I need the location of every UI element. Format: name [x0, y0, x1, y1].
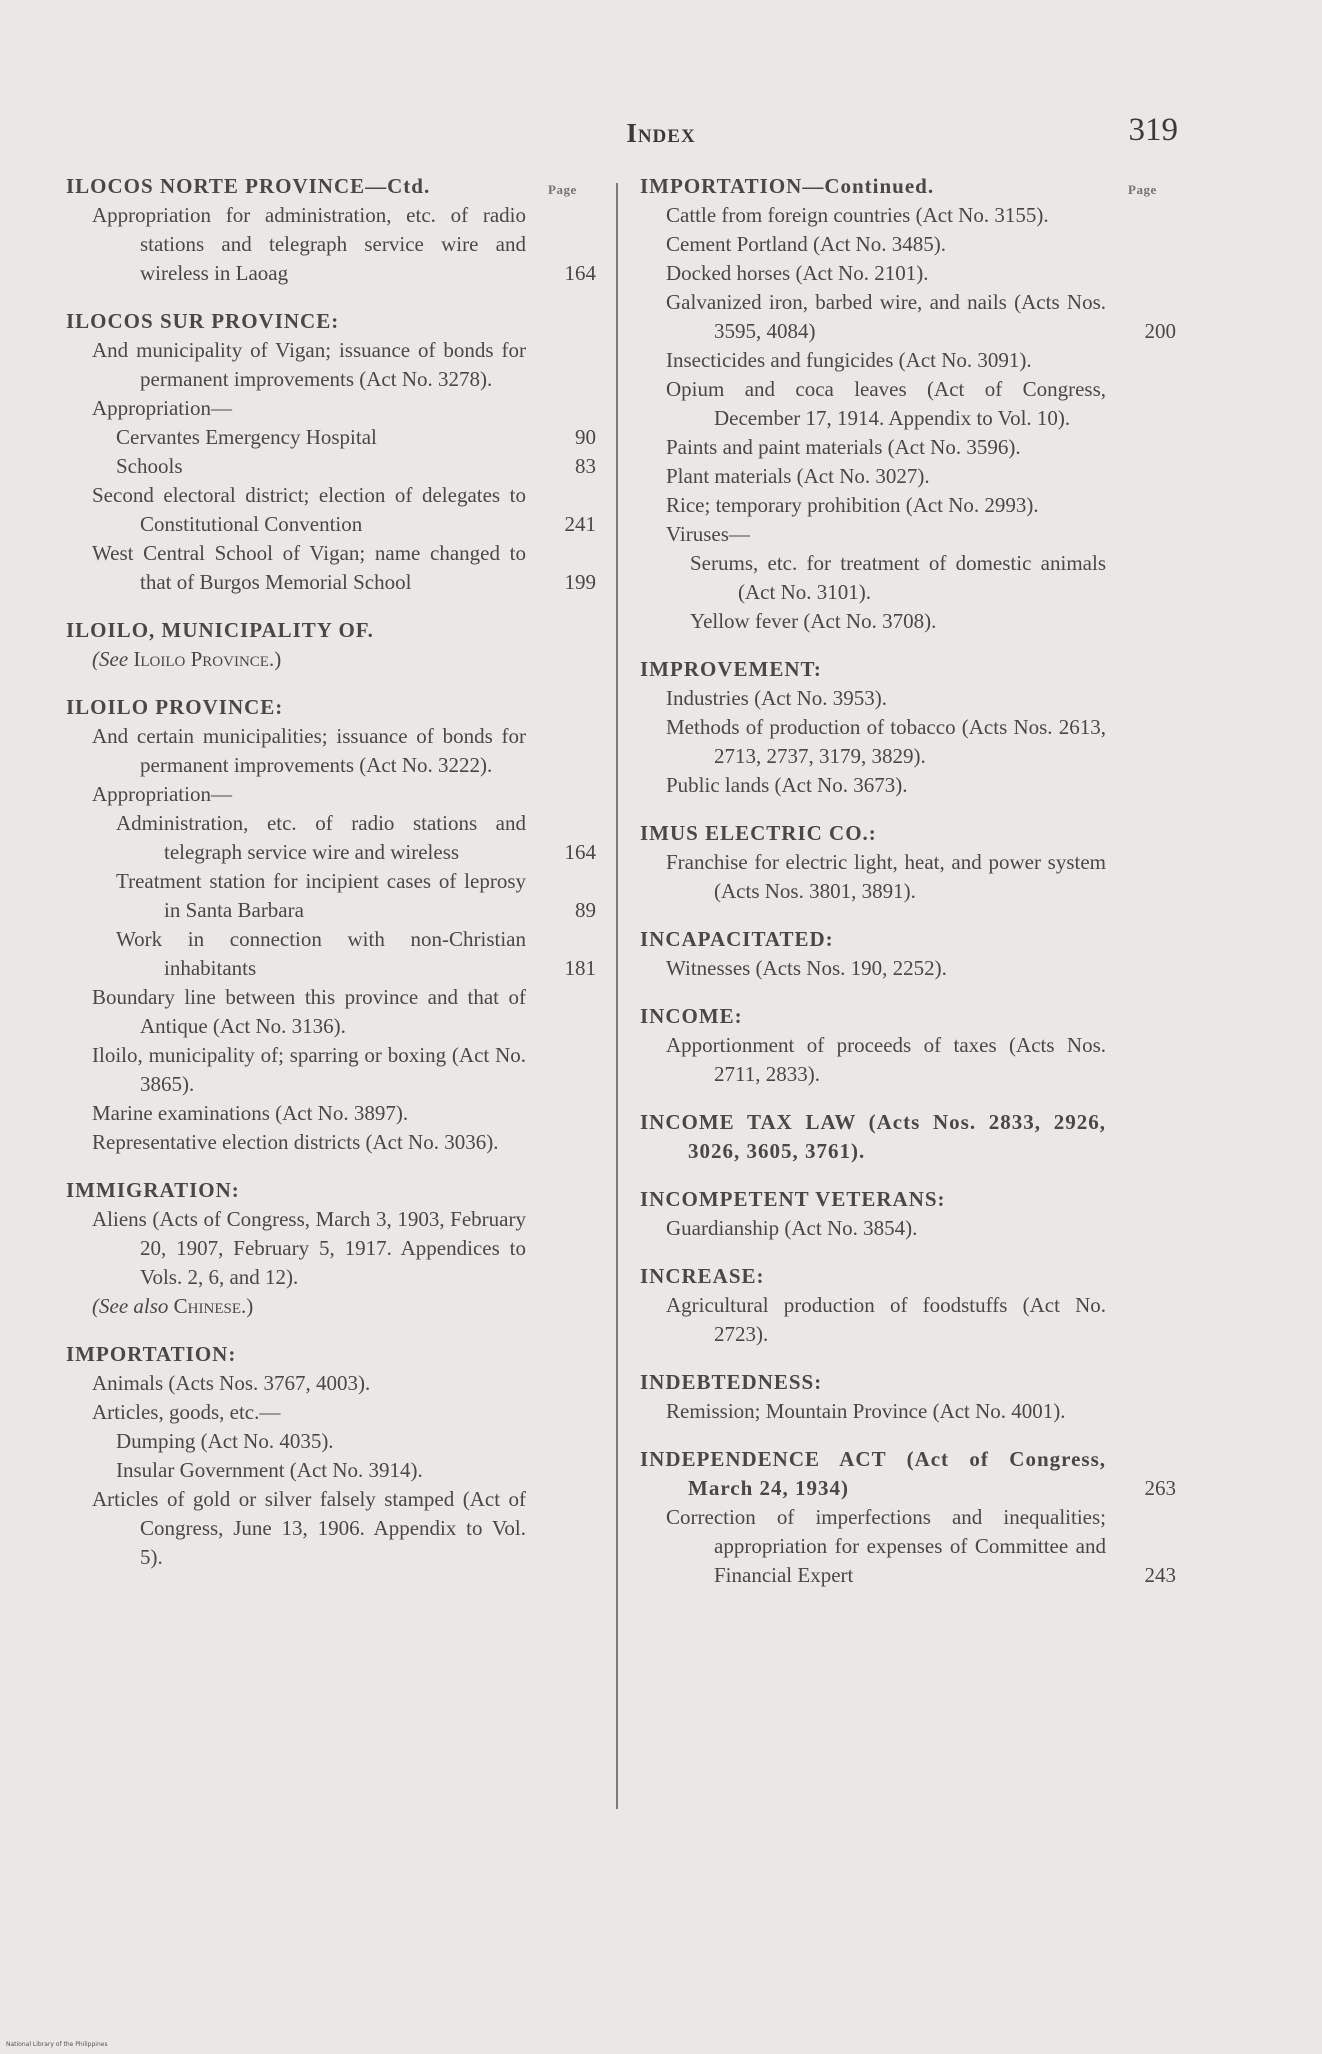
- entry-text: Industries (Act No. 3953).: [666, 686, 888, 710]
- index-entry: [66, 1205, 596, 1292]
- index-entry: [640, 288, 1176, 346]
- entry-page-number: 263: [1144, 1476, 1176, 1500]
- index-heading: [66, 307, 596, 336]
- entry-page-number: 199: [564, 570, 596, 594]
- cross-reference: [66, 1292, 596, 1321]
- index-entry: [66, 1456, 596, 1485]
- index-entry: [640, 1397, 1176, 1426]
- entry-text: Insular Government (Act No. 3914).: [116, 1458, 423, 1482]
- entry-page-number: 90: [575, 425, 596, 449]
- entry-text: IMUS ELECTRIC CO.:: [640, 821, 877, 845]
- entry-text: Witnesses (Acts Nos. 190, 2252).: [666, 956, 947, 980]
- entry-text: IMPROVEMENT:: [640, 657, 822, 681]
- entry-page-number: 164: [564, 840, 596, 864]
- entry-text: And certain municipalities; issuance of bonds for permanent improvements (Act No. 3222).: [92, 724, 526, 777]
- entry-text: ILOCOS NORTE PROVINCE—Ctd.: [66, 174, 431, 198]
- index-entry: [640, 520, 1176, 549]
- index-heading: [640, 925, 1176, 954]
- index-entry: [640, 607, 1176, 636]
- page-column-label-left: Page: [548, 182, 577, 197]
- index-entry: [640, 375, 1176, 433]
- index-heading: [66, 1340, 596, 1369]
- cross-reference: [66, 645, 596, 674]
- entry-page-number: 200: [1144, 319, 1176, 343]
- entry-text: INDEBTEDNESS:: [640, 1370, 823, 1394]
- entry-text: And municipality of Vigan; issuance of bonds for permanent improvements (Act No. 3278).: [92, 338, 526, 391]
- entry-text: Work in connection with non-Christian inhabitants: [116, 927, 526, 980]
- index-entry: [66, 1099, 596, 1128]
- index-heading: [640, 655, 1176, 684]
- index-heading: [640, 1185, 1176, 1214]
- entry-text: INCREASE:: [640, 1264, 765, 1288]
- index-entry: [66, 983, 596, 1041]
- index-entry: [66, 336, 596, 394]
- index-entry: [66, 1369, 596, 1398]
- entry-text: Appropriation—: [92, 396, 232, 420]
- entry-text: Treatment station for incipient cases of leprosy in Santa Barbara: [116, 869, 526, 922]
- entry-text: Appropriation—: [92, 782, 232, 806]
- index-entry: [66, 1427, 596, 1456]
- entry-text: Correction of imperfections and inequalities; appropriation for expenses of Committee and Financial Expert: [666, 1505, 1106, 1587]
- entry-text: Galvanized iron, barbed wire, and nails (Acts Nos. 3595, 4084): [666, 290, 1106, 343]
- entry-text: ILOILO, MUNICIPALITY OF.: [66, 618, 374, 642]
- index-column-right: [640, 172, 1176, 1590]
- entry-text: Remission; Mountain Province (Act No. 4001).: [666, 1399, 1066, 1423]
- entry-text: INCOME:: [640, 1004, 743, 1028]
- entry-text: Apportionment of proceeds of taxes (Acts Nos. 2711, 2833).: [666, 1033, 1106, 1086]
- index-heading: [66, 616, 596, 645]
- entry-text: Schools: [116, 454, 183, 478]
- index-entry: [640, 954, 1176, 983]
- entry-text: Cement Portland (Act No. 3485).: [666, 232, 946, 256]
- entry-text: Agricultural production of foodstuffs (Act No. 2723).: [666, 1293, 1106, 1346]
- entry-text: IMPORTATION—Continued.: [640, 174, 935, 198]
- entry-text: Franchise for electric light, heat, and power system (Acts Nos. 3801, 3891).: [666, 850, 1106, 903]
- entry-page-number: 243: [1144, 1563, 1176, 1587]
- entry-text: INDEPENDENCE ACT (Act of Congress, March 24, 1934): [640, 1447, 1106, 1500]
- entry-text: Administration, etc. of radio stations and telegraph service wire and wireless: [116, 811, 526, 864]
- entry-text: Viruses—: [666, 522, 750, 546]
- index-entry: [640, 1503, 1176, 1590]
- entry-page-number: 89: [575, 898, 596, 922]
- entry-text: Methods of production of tobacco (Acts Nos. 2613, 2713, 2737, 3179, 3829).: [666, 715, 1106, 768]
- index-heading: [66, 1176, 596, 1205]
- entry-text: INCOMPETENT VETERANS:: [640, 1187, 946, 1211]
- entry-text: Representative election districts (Act No. 3036).: [92, 1130, 499, 1154]
- entry-text: Articles, goods, etc.—: [92, 1400, 281, 1424]
- entry-text: Insecticides and fungicides (Act No. 3091).: [666, 348, 1032, 372]
- index-entry: [66, 423, 596, 452]
- index-column-left: [66, 172, 596, 1572]
- entry-text: Paints and paint materials (Act No. 3596).: [666, 435, 1021, 459]
- entry-text: Marine examinations (Act No. 3897).: [92, 1101, 409, 1125]
- entry-text: Cattle from foreign countries (Act No. 3155).: [666, 203, 1049, 227]
- index-entry: [66, 1398, 596, 1427]
- index-entry: [640, 346, 1176, 375]
- index-entry: [66, 394, 596, 423]
- index-entry: [640, 1031, 1176, 1089]
- index-heading: [66, 693, 596, 722]
- index-entry: [640, 684, 1176, 713]
- cross-reference-target: Chinese.): [173, 1294, 254, 1318]
- index-entry: [66, 201, 596, 288]
- entry-text: Plant materials (Act No. 3027).: [666, 464, 930, 488]
- index-entry: [640, 491, 1176, 520]
- index-entry: [640, 433, 1176, 462]
- entry-text: Second electoral district; election of delegates to Constitutional Convention: [92, 483, 526, 536]
- index-entry: [66, 1485, 596, 1572]
- entry-text: Opium and coca leaves (Act of Congress, December 17, 1914. Appendix to Vol. 10).: [666, 377, 1106, 430]
- index-entry: [640, 230, 1176, 259]
- entry-text: Guardianship (Act No. 3854).: [666, 1216, 918, 1240]
- entry-text: Animals (Acts Nos. 3767, 4003).: [92, 1371, 371, 1395]
- index-entry: [66, 722, 596, 780]
- entry-page-number: 83: [575, 454, 596, 478]
- index-entry: [640, 1214, 1176, 1243]
- index-entry: [640, 771, 1176, 800]
- index-entry: [66, 809, 596, 867]
- index-heading: [640, 1002, 1176, 1031]
- page-number: 319: [1128, 112, 1178, 148]
- entry-text: ILOCOS SUR PROVINCE:: [66, 309, 340, 333]
- index-heading: [66, 172, 596, 201]
- index-entry: [640, 201, 1176, 230]
- index-entry: [66, 925, 596, 983]
- index-entry: [640, 462, 1176, 491]
- index-entry: [640, 259, 1176, 288]
- index-heading: [640, 1108, 1176, 1166]
- entry-text: Public lands (Act No. 3673).: [666, 773, 908, 797]
- entry-page-number: 164: [564, 261, 596, 285]
- index-heading: [640, 172, 1176, 201]
- entry-text: Boundary line between this province and that of Antique (Act No. 3136).: [92, 985, 526, 1038]
- entry-text: ILOILO PROVINCE:: [66, 695, 284, 719]
- page-header-title: Index: [626, 118, 696, 148]
- entry-text: INCOME TAX LAW (Acts Nos. 2833, 2926, 3026, 3605, 3761).: [640, 1110, 1106, 1163]
- entry-text: (See also Chinese.): [92, 1294, 254, 1318]
- entry-page-number: 241: [564, 512, 596, 536]
- index-entry: [640, 1291, 1176, 1349]
- entry-page-number: 181: [564, 956, 596, 980]
- column-divider: [616, 183, 618, 1809]
- entry-text: Cervantes Emergency Hospital: [116, 425, 377, 449]
- entry-text: Aliens (Acts of Congress, March 3, 1903, February 20, 1907, February 5, 1917. Appendices to Vols. 2, 6, and 12).: [92, 1207, 526, 1289]
- entry-text: Articles of gold or silver falsely stamped (Act of Congress, June 13, 1906. Appendix to Vol. 5).: [92, 1487, 526, 1569]
- index-entry: [66, 867, 596, 925]
- entry-text: Docked horses (Act No. 2101).: [666, 261, 929, 285]
- footer-note: National Library of the Philippines: [6, 2041, 108, 2048]
- index-heading: [640, 819, 1176, 848]
- entry-text: Rice; temporary prohibition (Act No. 2993).: [666, 493, 1039, 517]
- entry-text: Serums, etc. for treatment of domestic animals (Act No. 3101).: [690, 551, 1106, 604]
- entry-text: Yellow fever (Act No. 3708).: [690, 609, 937, 633]
- entry-text: IMMIGRATION:: [66, 1178, 240, 1202]
- entry-text: West Central School of Vigan; name changed to that of Burgos Memorial School: [92, 541, 526, 594]
- index-heading: [640, 1262, 1176, 1291]
- index-entry: [640, 713, 1176, 771]
- entry-text: Dumping (Act No. 4035).: [116, 1429, 334, 1453]
- index-entry: [640, 549, 1176, 607]
- index-entry: [66, 452, 596, 481]
- entry-text: INCAPACITATED:: [640, 927, 834, 951]
- index-entry: [66, 481, 596, 539]
- index-heading: [640, 1445, 1176, 1503]
- entry-text: Appropriation for administration, etc. of radio stations and telegraph service wire and wireless in Laoag: [92, 203, 526, 285]
- index-entry: [66, 539, 596, 597]
- index-entry: [66, 1041, 596, 1099]
- entry-text: (See Iloilo Province.): [92, 647, 282, 671]
- page-column-label-right: Page: [1128, 182, 1157, 197]
- entry-text: Iloilo, municipality of; sparring or boxing (Act No. 3865).: [92, 1043, 526, 1096]
- entry-text: IMPORTATION:: [66, 1342, 237, 1366]
- index-entry: [66, 1128, 596, 1157]
- cross-reference-target: Iloilo Province.): [133, 647, 282, 671]
- index-entry: [66, 780, 596, 809]
- index-entry: [640, 848, 1176, 906]
- index-heading: [640, 1368, 1176, 1397]
